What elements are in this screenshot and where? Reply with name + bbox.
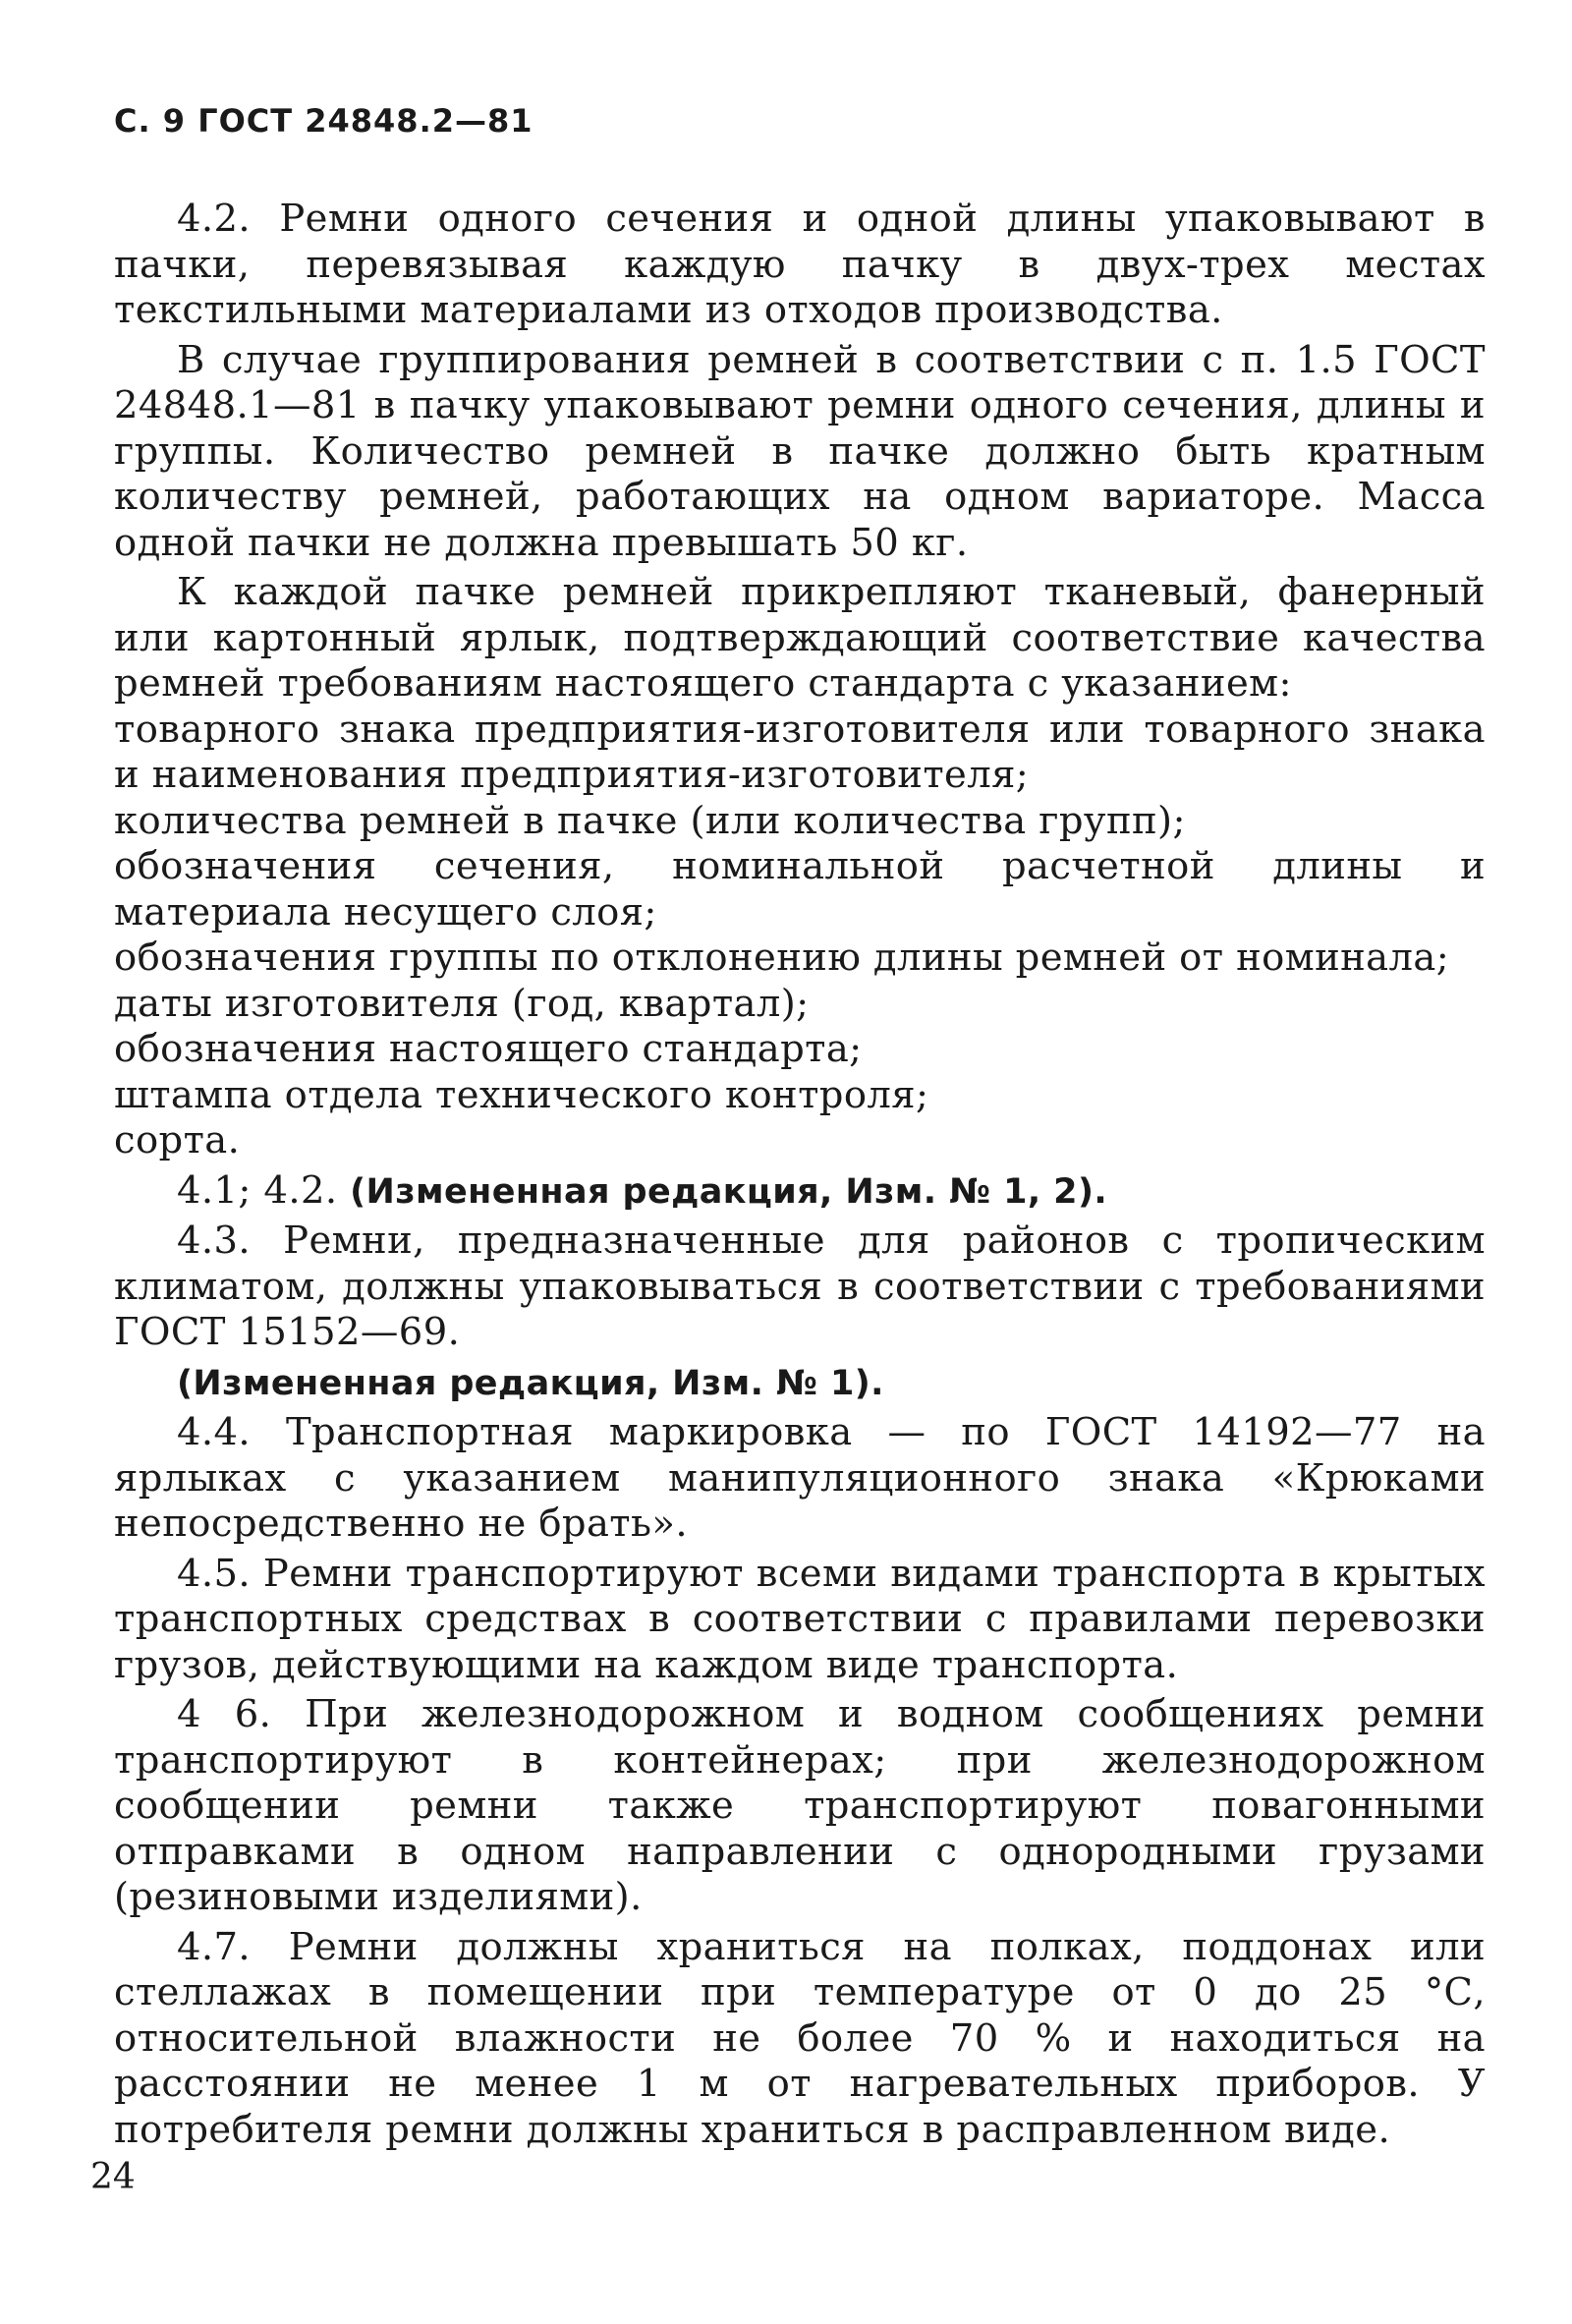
label-requirements-list	[51, 708, 1486, 1164]
list-item: обозначения настоящего стандарта;	[114, 1027, 863, 1071]
list-item: даты изготовителя (год, квартал);	[114, 981, 810, 1026]
paragraph-4-5: 4.5. Ремни транспортируют всеми видами транспорта в крытых транспортных средствах в соответствии с правилами перевозки грузов, действующими на каждом виде транспорта.	[114, 1551, 1486, 1687]
paragraph-4-6: 4 6. При железнодорожном и водном сообщениях ремни транспортируют в контейнерах; при железнодорожном сообщении ремни также транспортируют повагонными отправками в одном направлении с однородными грузами (резиновыми изделиями).	[114, 1692, 1486, 1919]
revision-note-2	[114, 1360, 1486, 1407]
paragraph-label: К каждой пачке ремней прикрепляют тканевый, фанерный или картонный ярлык, подтверждающий соответствие качества ремней требованиям настоящего стандарта с указанием:	[114, 570, 1486, 706]
revision-note-bold: (Измененная редакция, Изм. № 1).	[177, 1363, 884, 1403]
page-header: С. 9 ГОСТ 24848.2—81	[114, 102, 533, 140]
revision-note-1	[114, 1168, 1486, 1216]
revision-note-bold: (Измененная редакция, Изм. № 1, 2).	[350, 1171, 1108, 1212]
body-text	[114, 197, 1486, 2153]
list-item: товарного знака предприятия-изготовителя или товарного знака и наименования предприятия-изготовителя;	[114, 707, 1486, 797]
paragraph-4-3: 4.3. Ремни, предназначенные для районов с тропическим климатом, должны упаковываться в соответствии с требованиями ГОСТ 15152—69.	[114, 1219, 1486, 1354]
list-item: штампа отдела технического контроля;	[114, 1072, 929, 1117]
list-item: обозначения группы по отклонению длины ремней от номинала;	[114, 935, 1450, 980]
page-number: 24	[90, 2157, 136, 2197]
list-item: сорта.	[114, 1118, 241, 1162]
paragraph-4-2: 4.2. Ремни одного сечения и одной длины упаковывают в пачки, перевязывая каждую пачку в двух-трех местах текстильными материалами из отходов производства.	[114, 197, 1486, 332]
list-item: обозначения сечения, номинальной расчетной длины и материала несущего слоя;	[114, 844, 1486, 935]
paragraph-4-4: 4.4. Транспортная маркировка — по ГОСТ 14192—77 на ярлыках с указанием манипуляционного знака «Крюками непосредственно не брать».	[114, 1410, 1486, 1546]
revision-note-prefix: 4.1; 4.2.	[177, 1167, 351, 1213]
paragraph-4-7: 4.7. Ремни должны храниться на полках, поддонах или стеллажах в помещении при температуре от 0 до 25 °С, относительной влажности не более 70 % и находиться на расстоянии не менее 1 м от нагревательных приборов. У потребителя ремни должны храниться в расправленном виде.	[114, 1924, 1486, 2152]
list-item: количества ремней в пачке (или количества групп);	[114, 798, 1186, 843]
paragraph-grouping: В случае группирования ремней в соответствии с п. 1.5 ГОСТ 24848.1—81 в пачку упаковывают ремни одного сечения, длины и группы. Количество ремней в пачке должно быть кратным количеству ремней, работающих на одном вариаторе. Масса одной пачки не должна превышать 50 кг.	[114, 337, 1486, 565]
